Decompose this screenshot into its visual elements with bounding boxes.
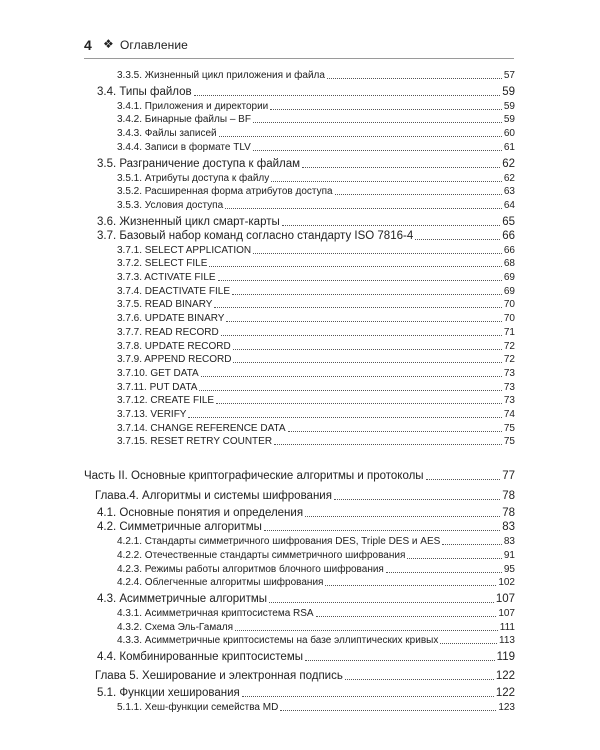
section-entry (97, 521, 515, 533)
dot-leader (327, 78, 502, 79)
dot-leader (242, 696, 494, 697)
entry-title: 3.5.2. Расширенная форма атрибутов доступа (117, 186, 333, 198)
subsection-entry (117, 244, 515, 256)
entry-title: 3.7.10. GET DATA (117, 367, 199, 379)
entry-page-number: 122 (495, 687, 515, 699)
entry-title: 4.3.1. Асимметричная криптосистема RSA (117, 607, 314, 619)
subsection-entry (117, 312, 515, 324)
entry-page-number: 72 (503, 340, 515, 352)
entry-page-number: 113 (499, 635, 515, 647)
entry-page-number: 59 (503, 114, 515, 126)
dot-leader (270, 109, 502, 110)
entry-page-number: 66 (503, 244, 515, 256)
entry-page-number: 71 (503, 326, 515, 338)
entry-title: 4.3. Асимметричные алгоритмы (97, 592, 268, 605)
entry-page-number: 73 (503, 395, 515, 407)
dot-leader (253, 150, 502, 151)
entry-title: 3.5.3. Условия доступа (117, 199, 224, 211)
entry-title: 4.1. Основные понятия и определения (97, 507, 304, 520)
entry-page-number: 73 (503, 381, 515, 393)
dot-leader (325, 585, 496, 586)
dot-leader (302, 167, 500, 168)
entry-page-number: 59 (502, 85, 515, 98)
subsection-entry (117, 563, 515, 575)
entry-title: 4.3.3. Асимметричные криптосистемы на базе эллиптических кривых (117, 635, 439, 647)
entry-title: Глава.4. Алгоритмы и системы шифрования (95, 490, 332, 503)
entry-page-number: 91 (503, 549, 515, 561)
subsection-entry (117, 113, 515, 125)
subsection-entry (117, 367, 515, 379)
entry-page-number: 57 (503, 70, 515, 81)
entry-page-number: 66 (502, 229, 515, 242)
dot-leader (235, 630, 498, 631)
entry-page-number: 59 (503, 100, 515, 112)
entry-page-number: 69 (503, 285, 515, 297)
dot-leader (253, 122, 502, 123)
ornament-icon: ❖ (103, 37, 114, 51)
dot-leader (335, 194, 502, 195)
entry-page-number: 65 (502, 215, 515, 228)
entry-page-number: 62 (502, 157, 515, 170)
entry-title: 3.4.1. Приложения и директории (117, 100, 269, 112)
entry-title: 3.5. Разграничение доступа к файлам (97, 157, 301, 170)
entry-page-number: 95 (503, 563, 515, 575)
section-entry (97, 230, 515, 242)
subsection-entry (117, 607, 515, 619)
subsection-entry (117, 298, 515, 310)
subsection-entry (117, 422, 515, 434)
subsection-entry (117, 634, 515, 646)
entry-page-number: 83 (502, 521, 515, 534)
section-entry (97, 158, 515, 170)
subsection-entry (117, 69, 515, 81)
dot-leader (442, 544, 502, 545)
dot-leader (219, 136, 502, 137)
chapter-entry (95, 490, 515, 502)
subsection-entry (117, 340, 515, 352)
section-entry (97, 86, 515, 98)
section-entry (97, 651, 515, 663)
entry-title: 5.1.1. Хеш-функции семейства MD (117, 702, 279, 713)
entry-page-number: 77 (502, 470, 515, 483)
entry-page-number: 107 (498, 607, 515, 619)
dot-leader (316, 616, 497, 617)
entry-title: 4.2. Симметричные алгоритмы (97, 521, 262, 534)
subsection-entry (117, 141, 515, 153)
running-title: Оглавление (120, 38, 188, 52)
subsection-entry (117, 701, 515, 713)
subsection-entry (117, 576, 515, 588)
subsection-entry (117, 199, 515, 211)
entry-title: 3.7.2. SELECT FILE (117, 258, 208, 270)
entry-title: 3.7.15. RESET RETRY COUNTER (117, 436, 273, 448)
dot-leader (218, 280, 502, 281)
page-number: 4 (84, 37, 92, 53)
dot-leader (440, 643, 497, 644)
entry-title: 3.7.12. CREATE FILE (117, 395, 215, 407)
dot-leader (426, 479, 501, 480)
entry-title: Глава 5. Хеширование и электронная подпись (95, 670, 343, 682)
entry-page-number: 111 (499, 621, 515, 633)
subsection-entry (117, 127, 515, 139)
subsection-entry (117, 271, 515, 283)
dot-leader (232, 294, 502, 295)
entry-title: 3.4.3. Файлы записей (117, 128, 217, 140)
dot-leader (305, 660, 495, 661)
dot-leader (386, 572, 502, 573)
entry-page-number: 83 (503, 536, 515, 548)
entry-title: 3.7.13. VERIFY (117, 409, 187, 420)
dot-leader (288, 431, 502, 432)
dot-leader (233, 349, 502, 350)
entry-page-number: 78 (502, 507, 515, 520)
entry-title: 3.5.1. Атрибуты доступа к файлу (117, 172, 270, 184)
subsection-entry (117, 621, 515, 633)
dot-leader (194, 95, 501, 96)
subsection-entry (117, 285, 515, 297)
dot-leader (271, 181, 502, 182)
entry-title: 4.4. Комбинированные криптосистемы (97, 651, 304, 663)
entry-page-number: 63 (503, 186, 515, 198)
entry-page-number: 123 (498, 702, 515, 713)
entry-title: 3.4. Типы файлов (97, 85, 192, 98)
subsection-entry (117, 326, 515, 338)
entry-page-number: 74 (503, 409, 515, 420)
entry-page-number: 73 (503, 367, 515, 379)
subsection-entry (117, 257, 515, 269)
dot-leader (345, 679, 494, 680)
entry-page-number: 119 (496, 651, 515, 663)
entry-title: 3.4.2. Бинарные файлы – BF (117, 114, 251, 126)
subsection-entry (117, 172, 515, 184)
dot-leader (415, 239, 500, 240)
entry-title: 3.7.11. PUT DATA (117, 381, 198, 393)
entry-page-number: 102 (498, 577, 515, 589)
subsection-entry (117, 535, 515, 547)
dot-leader (282, 225, 500, 226)
dot-leader (264, 530, 500, 531)
dot-leader (233, 362, 501, 363)
section-entry (97, 687, 515, 699)
subsection-entry (117, 394, 515, 406)
entry-page-number: 122 (495, 670, 515, 682)
entry-title: 3.7.5. READ BINARY (117, 299, 213, 311)
entry-title: 3.3.5. Жизненный цикл приложения и файла (117, 70, 325, 81)
entry-title: 3.7.4. DEACTIVATE FILE (117, 285, 230, 297)
entry-title: 3.7.8. UPDATE RECORD (117, 340, 231, 352)
entry-page-number: 75 (503, 422, 515, 434)
dot-leader (209, 266, 501, 267)
entry-page-number: 68 (503, 258, 515, 270)
entry-title: 3.7.6. UPDATE BINARY (117, 313, 225, 325)
subsection-entry (117, 435, 515, 447)
dot-leader (274, 444, 502, 445)
entry-title: 3.7.7. READ RECORD (117, 326, 219, 338)
dot-leader (269, 602, 494, 603)
entry-title: 3.7.1. SELECT APPLICATION (117, 244, 252, 256)
subsection-entry (117, 185, 515, 197)
dot-leader (216, 403, 502, 404)
entry-title: 4.2.3. Режимы работы алгоритмов блочного шифрования (117, 563, 384, 575)
dot-leader (226, 321, 501, 322)
entry-page-number: 70 (503, 313, 515, 325)
dot-leader (221, 335, 502, 336)
section-entry (97, 507, 515, 519)
entry-title: 3.7.14. CHANGE REFERENCE DATA (117, 422, 286, 434)
section-entry (97, 593, 515, 605)
subsection-entry (117, 353, 515, 365)
entry-title: 3.7.3. ACTIVATE FILE (117, 272, 216, 283)
subsection-entry (117, 100, 515, 112)
subsection-entry (117, 381, 515, 393)
dot-leader (201, 376, 502, 377)
entry-page-number: 75 (503, 436, 515, 448)
dot-leader (280, 710, 496, 711)
entry-page-number: 64 (503, 199, 515, 211)
dot-leader (199, 390, 501, 391)
entry-page-number: 72 (503, 354, 515, 366)
entry-page-number: 78 (502, 490, 515, 503)
dot-leader (214, 307, 501, 308)
entry-page-number: 62 (503, 172, 515, 184)
entry-page-number: 107 (495, 592, 515, 605)
dot-leader (407, 558, 501, 559)
chapter-entry (95, 670, 515, 682)
entry-title: 3.7.9. APPEND RECORD (117, 354, 232, 366)
entry-title: Часть II. Основные криптографические алгоритмы и протоколы (84, 470, 424, 483)
entry-title: 3.4.4. Записи в формате TLV (117, 141, 251, 153)
subsection-entry (117, 408, 515, 420)
dot-leader (253, 253, 502, 254)
entry-title: 4.2.4. Облегченные алгоритмы шифрования (117, 577, 324, 589)
entry-title: 4.3.2. Схема Эль-Гамаля (117, 621, 234, 633)
dot-leader (334, 499, 500, 500)
entry-page-number: 60 (503, 128, 515, 140)
entry-title: 5.1. Функции хеширования (97, 687, 240, 699)
entry-title: 4.2.1. Стандарты симметричного шифрования DES, Triple DES и AES (117, 536, 441, 548)
entry-page-number: 61 (503, 141, 515, 153)
section-entry (97, 216, 515, 228)
entry-title: 3.6. Жизненный цикл смарт-карты (97, 215, 280, 228)
part-entry (84, 469, 515, 482)
entry-title: 4.2.2. Отечественные стандарты симметричного шифрования (117, 549, 406, 561)
entry-page-number: 70 (503, 299, 515, 311)
entry-page-number: 69 (503, 272, 515, 283)
subsection-entry (117, 549, 515, 561)
dot-leader (188, 417, 501, 418)
dot-leader (305, 516, 500, 517)
entry-title: 3.7. Базовый набор команд согласно стандарту ISO 7816-4 (97, 229, 414, 242)
page-header (84, 36, 514, 59)
dot-leader (225, 208, 502, 209)
